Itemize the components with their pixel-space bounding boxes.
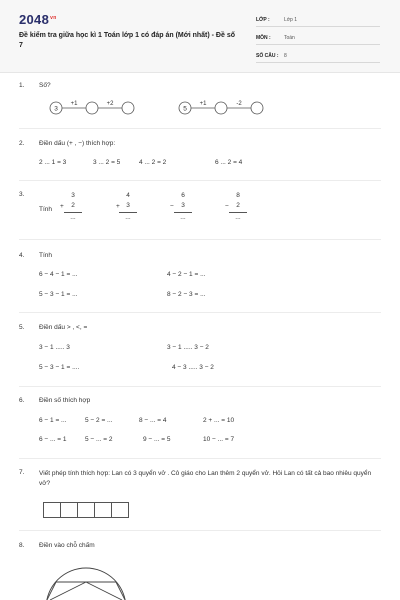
exercise-item: 4 − 3 ..... 3 − 2 — [172, 364, 214, 371]
exercise-item: 3 ... 2 = 5 — [93, 159, 121, 166]
column-calculation — [119, 191, 137, 223]
question-number: 1. — [19, 82, 25, 89]
column-calculation — [174, 191, 192, 223]
number-chain-2 — [175, 97, 270, 119]
divider — [19, 386, 381, 387]
exercise-item: 6 ... 2 = 4 — [215, 159, 243, 166]
exercise-item: 5 − 3 − 1 = ... — [39, 291, 78, 298]
chain-start-number: 5 — [183, 105, 187, 113]
exercise-item: 3 − 1 ..... 3 — [39, 344, 70, 351]
operand-bottom: 2 — [71, 202, 75, 209]
exercise-item: 4 − 2 − 1 = ... — [167, 271, 206, 278]
operand-top: 4 — [126, 192, 130, 199]
question-number: 4. — [19, 252, 25, 259]
meta-row-subject — [256, 32, 380, 45]
figure-line — [50, 582, 86, 600]
divider — [19, 180, 381, 181]
operand-bottom: 3 — [181, 202, 185, 209]
exercise-item: 5 − 3 − 1 = .... — [39, 364, 80, 371]
column-calculation — [64, 191, 82, 223]
chain-start-number: 3 — [54, 105, 58, 113]
answer-box[interactable] — [111, 502, 129, 518]
result-blank: ... — [64, 212, 82, 223]
question-text: Điền số thích hợp — [39, 397, 91, 404]
exercise-item: 4 ... 2 = 2 — [139, 159, 167, 166]
operator-sign: + — [60, 203, 64, 210]
figure-circle — [46, 568, 126, 600]
question-text: Điền dấu > , <, = — [39, 324, 88, 331]
document-title: Đề kiểm tra giữa học kì 1 Toán lớp 1 có đáp án (Mới nhất) - Đề số 7 — [19, 32, 235, 49]
meta-label: SỐ CÂU : — [256, 53, 279, 59]
question-number: 5. — [19, 324, 25, 331]
column-calculation — [229, 191, 247, 223]
divider — [19, 128, 381, 129]
answer-box[interactable] — [77, 502, 95, 518]
chain-blank-circle — [86, 102, 98, 114]
operand-top: 8 — [236, 192, 240, 199]
answer-box[interactable] — [60, 502, 78, 518]
logo-text: 2048 — [19, 12, 50, 27]
exercise-item: 5 − 2 = ... — [85, 417, 113, 424]
exercise-item: 6 − ... = 1 — [39, 436, 67, 443]
question-number: 7. — [19, 469, 25, 476]
question-text: Điền vào chỗ chấm — [39, 542, 95, 549]
result-blank: ... — [119, 212, 137, 223]
document-header — [0, 0, 400, 73]
divider — [19, 458, 381, 459]
question-text: Viết phép tính thích hợp: Lan có 3 quyển vở . Cô giáo cho Lan thêm 2 quyển vở. Hỏi Lan có tất cả bao nhiêu quyển vở? — [39, 470, 372, 487]
chain-op-1: +1 — [199, 101, 207, 107]
operator-sign: − — [225, 203, 229, 210]
operand-top: 3 — [71, 192, 75, 199]
question-number: 2. — [19, 140, 25, 147]
logo-suffix: vn — [50, 14, 57, 21]
question-text: Tính — [39, 206, 53, 213]
figure-line — [86, 582, 122, 600]
operand-bottom: 2 — [236, 202, 240, 209]
question-number: 3. — [19, 191, 25, 198]
chain-blank-circle — [215, 102, 227, 114]
geometry-figure — [36, 560, 156, 600]
exercise-item: 9 − ... = 5 — [143, 436, 171, 443]
question-number: 8. — [19, 542, 25, 549]
site-logo[interactable] — [19, 12, 57, 27]
question-text: Điền dấu (+ , −) thích hợp: — [39, 140, 116, 147]
meta-label: LỚP : — [256, 17, 270, 23]
exercise-item: 8 − 2 − 3 = ... — [167, 291, 206, 298]
meta-row-count — [256, 50, 380, 63]
result-blank: ... — [174, 212, 192, 223]
meta-value: 8 — [284, 53, 287, 59]
chain-blank-circle — [251, 102, 263, 114]
chain-op-2: -2 — [236, 101, 242, 107]
chain-op-2: +2 — [106, 101, 114, 107]
chain-op-1: +1 — [70, 101, 78, 107]
meta-label: MÔN : — [256, 35, 271, 41]
question-text: Tính — [39, 252, 53, 259]
question-number: 6. — [19, 397, 25, 404]
exercise-item: 2 + ... = 10 — [203, 417, 235, 424]
question-text: Số? — [39, 82, 51, 89]
meta-value: Lớp 1 — [284, 17, 298, 23]
exercise-item: 2 ... 1 = 3 — [39, 159, 67, 166]
chain-blank-circle — [122, 102, 134, 114]
exercise-item: 3 − 1 ..... 3 − 2 — [167, 344, 209, 351]
exercise-item: 6 − 1 = ... — [39, 417, 67, 424]
operand-top: 6 — [181, 192, 185, 199]
divider — [19, 312, 381, 313]
answer-box[interactable] — [94, 502, 112, 518]
exercise-item: 10 − ... = 7 — [203, 436, 235, 443]
divider — [19, 239, 381, 240]
meta-row-class — [256, 14, 380, 27]
operand-bottom: 3 — [126, 202, 130, 209]
answer-boxes — [43, 502, 128, 518]
number-chain-1 — [46, 97, 141, 119]
result-blank: ... — [229, 212, 247, 223]
exercise-item: 5 − ... = 2 — [85, 436, 113, 443]
document-meta — [256, 14, 380, 68]
exercise-item: 6 − 4 − 1 = ... — [39, 271, 78, 278]
answer-box[interactable] — [43, 502, 61, 518]
divider — [19, 530, 381, 531]
operator-sign: − — [170, 203, 174, 210]
meta-value: Toán — [284, 35, 295, 41]
exercise-item: 8 − ... = 4 — [139, 417, 167, 424]
operator-sign: + — [116, 203, 120, 210]
